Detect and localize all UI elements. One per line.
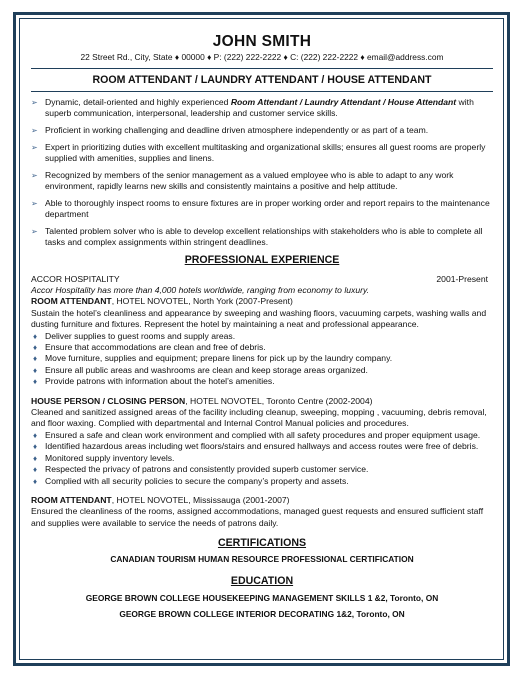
employer-dates: 2001-Present xyxy=(436,273,488,284)
job-detail: , HOTEL NOVOTEL, Toronto Centre (2002-2004) xyxy=(185,395,373,406)
job-bullet: ♦ Deliver supplies to guest rooms and supply areas. xyxy=(33,330,236,341)
job-bullet: ♦ Identified hazardous areas including wet floors/stairs and ensured hallways and access routes were free of debris. xyxy=(33,441,479,452)
job-bullet: ♦ Ensure that accommodations are clean and free of debris. xyxy=(33,342,266,353)
education-heading: EDUCATION xyxy=(230,575,294,588)
job-bullets xyxy=(31,430,493,487)
job-entry xyxy=(31,495,493,529)
arrow-bullet-icon: ➢ xyxy=(31,98,38,107)
job-heading xyxy=(31,495,493,506)
candidate-name: JOHN SMITH xyxy=(212,33,312,50)
certifications-heading: CERTIFICATIONS xyxy=(217,537,307,550)
summary-item: ➢ Proficient in working challenging and deadline driven atmosphere independently or as part of a team. xyxy=(31,125,429,135)
job-bullet: ♦ Ensure all public areas and washrooms are clean and keep storage areas organized. xyxy=(33,364,368,375)
summary-item: ➢ Recognized by members of the senior management as a valued employee who is able to adapt to any work environment, rapidly learns new skills and consistently maintains a positive and help attitude. xyxy=(31,169,454,191)
arrow-bullet-icon: ➢ xyxy=(31,142,38,152)
arrow-bullet-icon: ➢ xyxy=(31,226,38,236)
job-bullet: ♦ Ensured a safe and clean work environment and complied with all safety procedures and proper equipment usage. xyxy=(33,429,481,440)
education-item: GEORGE BROWN COLLEGE INTERIOR DECORATING 1&2, Toronto, ON xyxy=(119,609,405,620)
job-title: ROOM ATTENDANT xyxy=(31,296,112,307)
education-item: GEORGE BROWN COLLEGE HOUSEKEEPING MANAGEMENT SKILLS 1 &2, Toronto, ON xyxy=(85,593,439,604)
summary-item: ➢ Talented problem solver who is able to develop excellent relationships with stakeholders who is able to complete all tasks and complex assignments within stringent deadlines. xyxy=(31,225,483,247)
arrow-bullet-icon: ➢ xyxy=(31,170,38,180)
summary-item: ➢ Expert in prioritizing duties with excellent multitasking and organizational skills; ensures all guest rooms are properly supplied with amenities, supplies and linens. xyxy=(31,141,486,163)
job-entry xyxy=(31,396,493,487)
job-bullet: ♦ Respected the privacy of patrons and consistently provided superb customer service. xyxy=(33,464,369,475)
job-bullet: ♦ Provide patrons with information about the hotel’s amenities. xyxy=(33,376,275,387)
arrow-bullet-icon: ➢ xyxy=(31,198,38,208)
job-detail: , HOTEL NOVOTEL, Mississauga (2001-2007) xyxy=(111,494,290,505)
diamond-bullet-icon: ♦ xyxy=(33,331,38,341)
job-detail: , HOTEL NOVOTEL, North York (2007-Present) xyxy=(111,296,293,307)
job-description: Sustain the hotel’s cleanliness and appearance by sweeping and washing floors, vacuuming carpets, washing walls and dusting furniture and fixtures. Represent the hotel by maintaining a neat and professional appearance. xyxy=(31,307,487,330)
diamond-bullet-icon: ♦ xyxy=(33,476,38,486)
diamond-bullet-icon: ♦ xyxy=(33,453,38,463)
job-description: Cleaned and sanitized assigned areas of the facility including cleanup, sweeping, mopping , vacuuming, debris removal, and floor waxing. Complied with departmental and Internal Control Manual policies and procedures. xyxy=(31,407,487,429)
summary-item: ➢ Dynamic, detail-oriented and highly experienced Room Attendant / Laundry Attendant / House Attendant with superb communication, interpersonal, leadership and customer service skills. xyxy=(31,97,474,119)
arrow-bullet-icon: ➢ xyxy=(31,126,38,135)
job-bullets xyxy=(31,331,493,388)
job-heading xyxy=(31,296,493,307)
diamond-bullet-icon: ♦ xyxy=(33,430,38,440)
diamond-bullet-icon: ♦ xyxy=(33,343,38,353)
summary-list xyxy=(31,97,493,248)
contact-line: 22 Street Rd., City, State ♦ 00000 ♦ P: (222) 222-2222 ♦ C: (222) 222-2222 ♦ email@address.com xyxy=(80,52,444,62)
experience-heading: PROFESSIONAL EXPERIENCE xyxy=(184,253,340,266)
diamond-bullet-icon: ♦ xyxy=(33,365,38,375)
employer-description: Accor Hospitality has more than 4,000 hotels worldwide, ranging from economy to luxury. xyxy=(31,285,370,295)
job-heading xyxy=(31,396,493,407)
employer-row xyxy=(31,274,493,285)
job-entry xyxy=(31,296,493,387)
job-title: ROOM ATTENDANT xyxy=(31,494,112,505)
job-bullet: ♦ Monitored supply inventory levels. xyxy=(33,452,175,463)
certification-item: CANADIAN TOURISM HUMAN RESOURCE PROFESSIONAL CERTIFICATION xyxy=(110,554,414,565)
employer-name: ACCOR HOSPITALITY xyxy=(31,273,120,284)
job-bullet: ♦ Move furniture, supplies and equipment; prepare linens for pick up by the laundry company. xyxy=(33,353,393,364)
resume-body xyxy=(31,33,493,620)
diamond-bullet-icon: ♦ xyxy=(33,377,38,387)
job-title: HOUSE PERSON / CLOSING PERSON xyxy=(31,395,186,406)
job-description: Ensured the cleanliness of the rooms, assigned accommodations, managed guest requests and ensured sufficient staff and supplies were available to service the needs of patrons daily. xyxy=(31,506,484,528)
diamond-bullet-icon: ♦ xyxy=(33,354,38,364)
diamond-bullet-icon: ♦ xyxy=(33,442,38,452)
resume-title: ROOM ATTENDANT / LAUNDRY ATTENDANT / HOUSE ATTENDANT xyxy=(92,74,432,86)
diamond-bullet-icon: ♦ xyxy=(33,465,38,475)
summary-item: ➢ Able to thoroughly inspect rooms to ensure fixtures are in proper working order and report repairs to the maintenance department xyxy=(31,197,490,219)
job-bullet: ♦ Complied with all security policies to secure the company’s property and assets. xyxy=(33,475,349,486)
header-divider xyxy=(31,68,493,69)
title-divider xyxy=(31,91,493,92)
